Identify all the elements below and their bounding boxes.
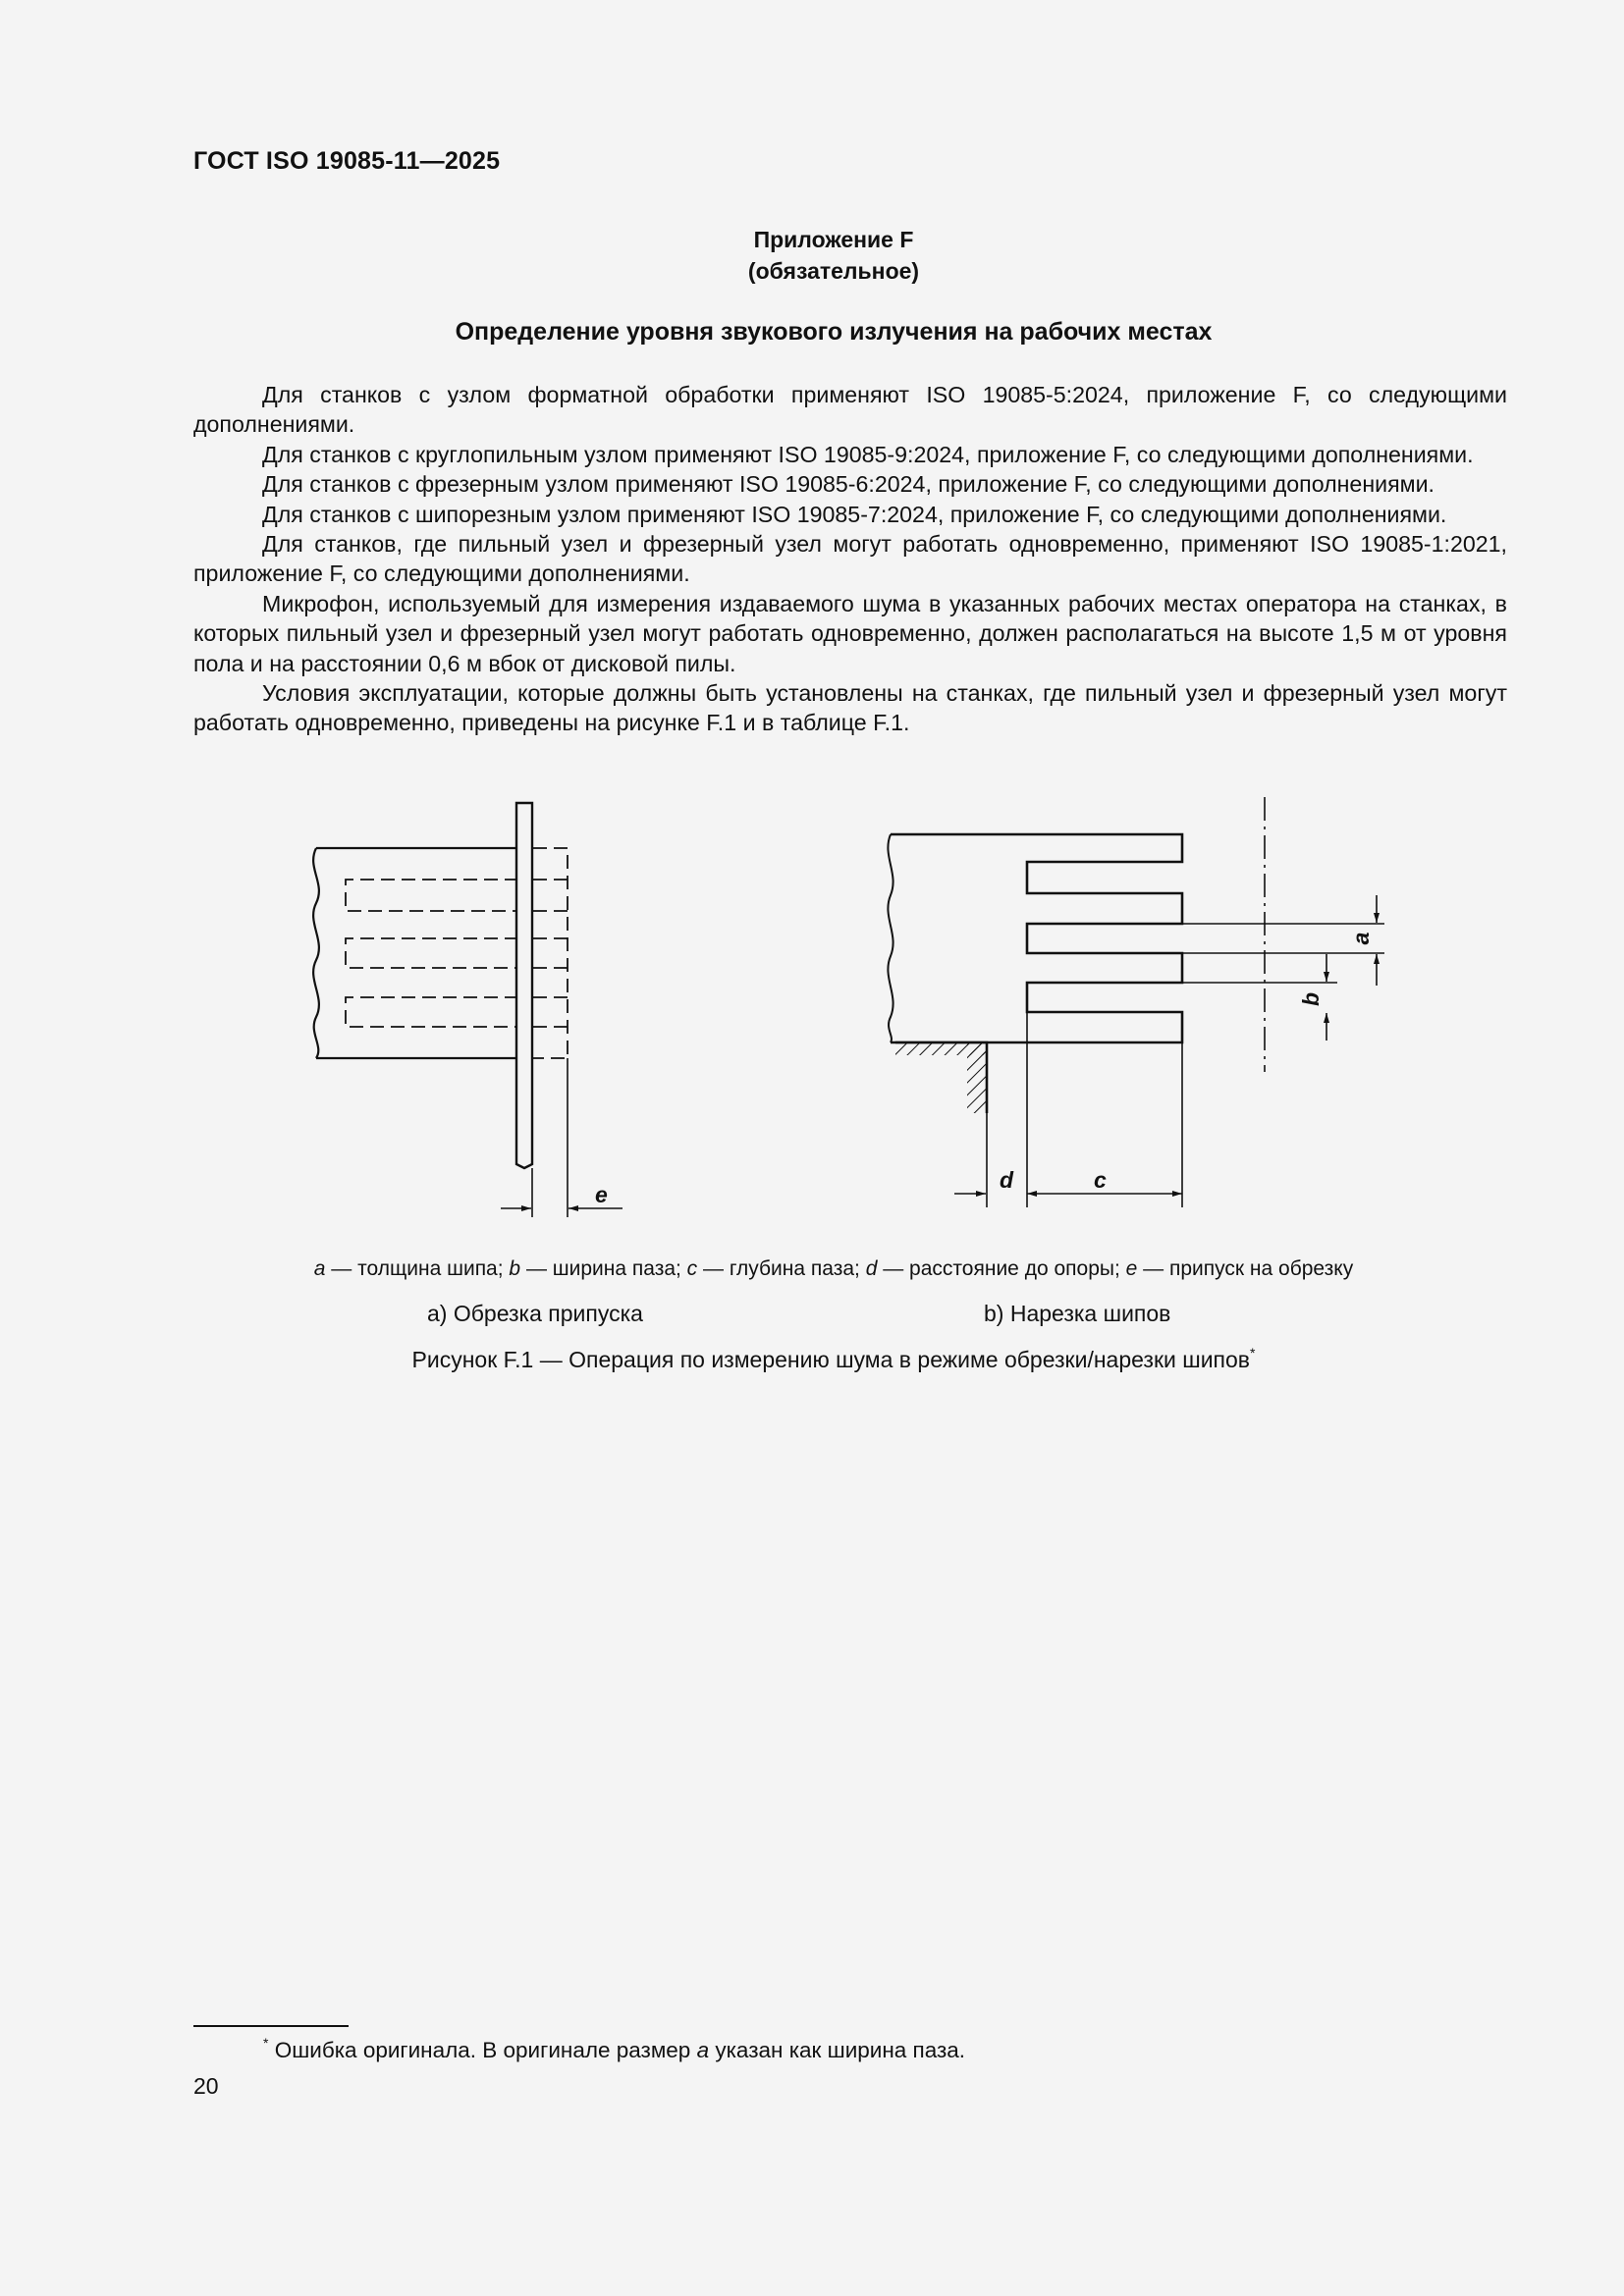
legend-symbol: d [865,1257,878,1280]
footnote [263,2035,965,2063]
figure-caption [0,1345,1624,1373]
paragraph: Для станков с фрезерным узлом применяют ISO 19085-6:2024, приложение F, со следующими дополнениями. [262,471,1435,498]
footnote-mark: * [1250,1345,1256,1361]
footnote-separator [193,2025,349,2027]
dashed-slots [346,848,568,1058]
paragraph: Для станков, где пильный узел и фрезерный узел могут работать одновременно, применяют ISO 19085-1:2021, приложение F, со следующими дополнениями. [193,531,1507,587]
legend-text: — расстояние до опоры; [877,1257,1126,1280]
subfigure-b-caption: b) Нарезка шипов [984,1301,1171,1326]
subfigure-a-caption: a) Обрезка припуска [427,1301,643,1326]
legend-text: — припуск на обрезку [1137,1257,1354,1280]
annex-heading [0,224,1624,287]
annex-status: (обязательное) [747,258,920,284]
legend-text: — толщина шипа; [325,1257,510,1280]
footnote-symbol: a [696,2038,710,2062]
tenoning-diagram [888,797,1384,1207]
legend-symbol: b [509,1257,521,1280]
section-title: Определение уровня звукового излучения на рабочих местах [455,318,1213,346]
body-text [193,380,1507,738]
legend-symbol: e [1125,1257,1138,1280]
legend-text: — глубина паза; [697,1257,866,1280]
paragraph: Для станков с шипорезным узлом применяют ISO 19085-7:2024, приложение F, со следующими дополнениями. [262,501,1447,527]
annex-title: Приложение F [753,227,914,252]
paragraph: Микрофон, используемый для измерения издаваемого шума в указанных рабочих местах оператора на станках, в которых пильный узел и фрезерный узел могут работать одновременно, должен располагаться на высоте 1,5 м от уровня пола и на расстоянии 0,6 м вбок от дисковой пилы. [193,590,1507,676]
legend-text: — ширина паза; [520,1257,687,1280]
dim-label-e: e [595,1182,608,1207]
dim-label-a: a [1348,932,1374,945]
saw-blade [516,803,532,1168]
footnote-mark: * [263,2035,269,2051]
legend-symbol: c [686,1257,698,1280]
footnote-text: указан как ширина паза. [709,2038,966,2062]
dim-label-d: d [1000,1167,1014,1193]
footnote-text: Ошибка оригинала. В оригинале размер [268,2038,697,2062]
figure-f1-drawing [0,785,1624,1247]
dim-label-c: c [1094,1167,1107,1193]
legend-symbol: a [313,1257,326,1280]
document-code-header: ГОСТ ISO 19085-11—2025 [193,147,501,175]
paragraph: Условия эксплуатации, которые должны быть установлены на станках, где пильный узел и фрезерный узел могут работать одновременно, приведены на рисунке F.1 и в таблице F.1. [193,680,1507,736]
workpiece-b [891,834,1182,1042]
figure-legend [0,1257,1624,1281]
dim-label-b: b [1298,991,1324,1007]
trimming-diagram [313,803,623,1217]
paragraph: Для станков с узлом форматной обработки применяют ISO 19085-5:2024, приложение F, со следующими дополнениями. [193,382,1507,438]
figure-caption-text: Рисунок F.1 — Операция по измерению шума в режиме обрезки/нарезки шипов [411,1347,1251,1372]
paragraph: Для станков с круглопильным узлом применяют ISO 19085-9:2024, приложение F, со следующими дополнениями. [262,441,1474,467]
page-number: 20 [193,2073,219,2099]
